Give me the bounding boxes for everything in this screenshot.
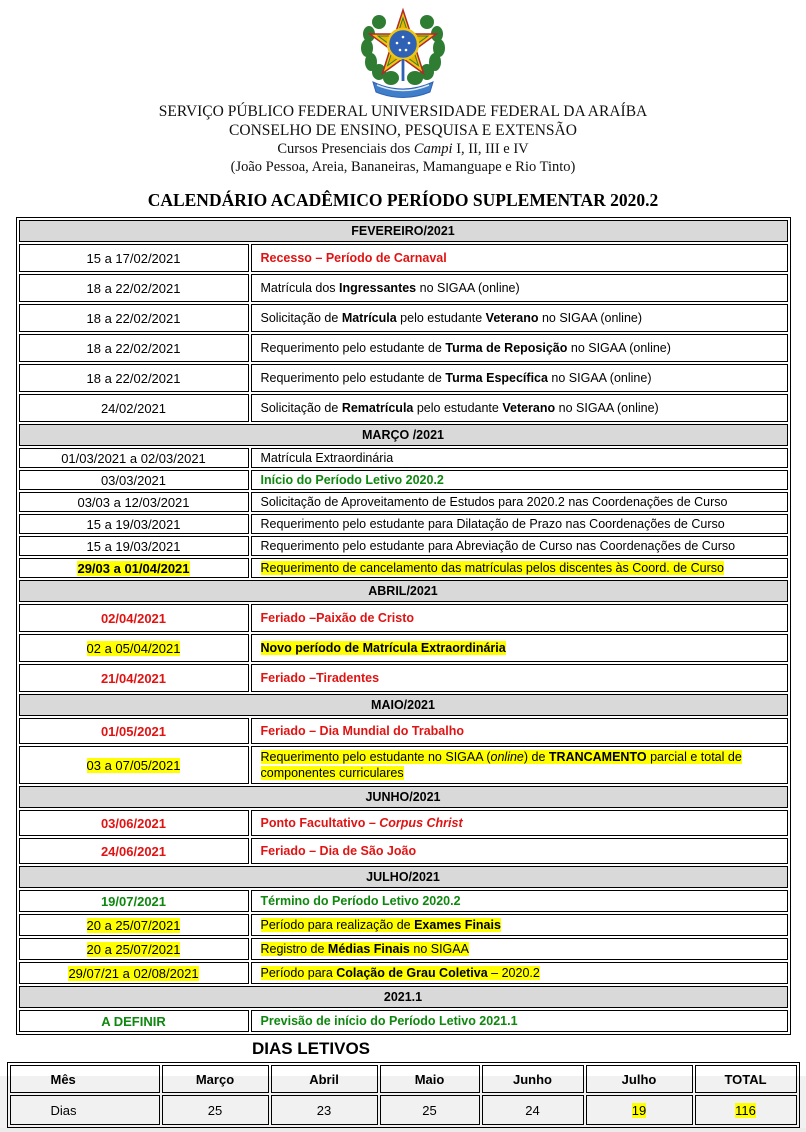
event-date: 29/07/21 a 02/08/2021 (68, 965, 199, 981)
event-date: 15 a 17/02/2021 (86, 250, 181, 266)
event-date: 15 a 19/03/2021 (86, 538, 181, 554)
text-segment: Matrícula Extraordinária (260, 451, 394, 465)
event-description (261, 281, 520, 295)
event-description-cell (251, 470, 788, 490)
text-segment: Matrícula dos (260, 281, 340, 295)
text-segment: Solicitação de (260, 311, 342, 325)
month-section-row (19, 580, 788, 602)
month-column-header: Maio (380, 1065, 480, 1093)
event-description-cell (251, 244, 788, 272)
month-section-row (19, 220, 788, 242)
event-description (261, 495, 728, 509)
document-header (0, 0, 806, 176)
event-date: 18 a 22/02/2021 (86, 310, 181, 326)
days-count-cell (380, 1095, 480, 1125)
event-date-cell (19, 334, 249, 362)
text-segment: Requerimento pelo estudante de (260, 341, 446, 355)
event-description-cell (251, 558, 788, 578)
text-segment: no SIGAA (online) (567, 341, 671, 355)
event-description (261, 641, 506, 655)
event-description-cell (251, 718, 788, 744)
event-row (19, 718, 788, 744)
text-segment: Médias Finais (327, 942, 410, 956)
event-description (261, 611, 415, 625)
event-date: 01/03/2021 a 02/03/2021 (61, 450, 206, 466)
event-date-cell (19, 514, 249, 534)
event-row (19, 514, 788, 534)
event-row (19, 492, 788, 512)
event-date-cell (19, 448, 249, 468)
event-description-cell (251, 304, 788, 332)
event-date-cell (19, 364, 249, 392)
text-segment: Corpus Christ (379, 816, 463, 830)
text-segment: Solicitação de Aproveitamento de Estudos para 2020.2 nas Coordenações de Curso (260, 495, 728, 509)
event-row (19, 914, 788, 936)
event-description (261, 816, 463, 830)
event-date-cell (19, 492, 249, 512)
event-date: 24/06/2021 (100, 843, 167, 859)
event-description (261, 918, 501, 932)
month-section-row (19, 786, 788, 808)
month-section-label: ABRIL/2021 (19, 580, 788, 602)
event-row (19, 962, 788, 984)
event-date: 18 a 22/02/2021 (86, 280, 181, 296)
event-description-cell (251, 274, 788, 302)
event-date-cell (19, 1010, 249, 1032)
org-name-line2: CONSELHO DE ENSINO, PESQUISA E EXTENSÃO (229, 122, 577, 139)
event-description (261, 561, 724, 575)
event-description-cell (251, 914, 788, 936)
event-description (261, 371, 652, 385)
event-row (19, 558, 788, 578)
event-date-cell (19, 274, 249, 302)
event-row (19, 634, 788, 662)
school-days-header-row (10, 1065, 797, 1093)
event-date: 18 a 22/02/2021 (86, 370, 181, 386)
event-row (19, 838, 788, 864)
month-label-header: Mês (10, 1065, 160, 1093)
text-segment: Requerimento de cancelamento das matrículas pelos discentes às Coord. de Curso (260, 561, 724, 575)
event-date: 21/04/2021 (100, 670, 167, 686)
text-segment: Novo período de Matrícula Extraordinária (260, 641, 506, 655)
month-section-label: 2021.1 (19, 986, 788, 1008)
event-date: 20 a 25/07/2021 (86, 941, 181, 957)
text-segment: Veterano (485, 311, 539, 325)
days-count-cell (695, 1095, 797, 1125)
event-row (19, 304, 788, 332)
academic-calendar-table (16, 217, 791, 1035)
month-section-row (19, 866, 788, 888)
month-section-label: MARÇO /2021 (19, 424, 788, 446)
text-segment: Término do Período Letivo 2020.2 (260, 894, 461, 908)
event-date: 29/03 a 01/04/2021 (77, 560, 190, 576)
event-date-cell (19, 838, 249, 864)
month-column-header: Março (162, 1065, 269, 1093)
event-description-cell (251, 604, 788, 632)
event-date-cell (19, 938, 249, 960)
text-segment: Colação de Grau Coletiva (336, 966, 488, 980)
event-description-cell (251, 962, 788, 984)
text-segment: Recesso – Período de Carnaval (260, 251, 447, 265)
event-date-cell (19, 914, 249, 936)
event-description (261, 671, 380, 685)
event-row (19, 244, 788, 272)
event-date-cell (19, 718, 249, 744)
text-segment: parcial e total de componentes curriculares (260, 750, 742, 780)
event-description (261, 894, 461, 908)
event-description (261, 1014, 518, 1028)
event-date-cell (19, 746, 249, 784)
days-count-cell (586, 1095, 693, 1125)
event-date: 03/06/2021 (100, 815, 167, 831)
event-description-cell (251, 890, 788, 912)
event-description (261, 401, 659, 415)
text-segment: Campi (413, 141, 453, 157)
text-segment: Período para realização de (260, 918, 415, 932)
days-count: 116 (735, 1102, 756, 1118)
month-section-row (19, 986, 788, 1008)
event-description-cell (251, 838, 788, 864)
text-segment: Registro de (260, 942, 328, 956)
org-campuses-line: (João Pessoa, Areia, Bananeiras, Mamanguape e Rio Tinto) (230, 159, 576, 175)
event-date: 24/02/2021 (100, 400, 167, 416)
text-segment: Requerimento pelo estudante para Dilatação de Prazo nas Coordenações de Curso (260, 517, 725, 531)
event-description-cell (251, 746, 788, 784)
event-description (261, 750, 742, 780)
month-section-row (19, 694, 788, 716)
event-description-cell (251, 536, 788, 556)
event-date: 03/03 a 12/03/2021 (77, 494, 190, 510)
month-column-header: Abril (271, 1065, 378, 1093)
calendar-title: CALENDÁRIO ACADÊMICO PERÍODO SUPLEMENTAR 2020.2 (147, 190, 659, 210)
text-segment: Feriado –Tiradentes (260, 671, 380, 685)
school-days-title: DIAS LETIVOS (251, 1039, 371, 1058)
text-segment: Início do Período Letivo 2020.2 (260, 473, 444, 487)
text-segment: pelo estudante (396, 311, 486, 325)
event-date-cell (19, 304, 249, 332)
text-segment: TRANCAMENTO (548, 750, 647, 764)
text-segment: Feriado – Dia de São João (260, 844, 417, 858)
event-description (261, 844, 417, 858)
event-description-cell (251, 810, 788, 836)
event-description (261, 311, 643, 325)
event-description (261, 966, 540, 980)
days-count: 24 (525, 1102, 540, 1118)
school-days-table (7, 1062, 800, 1128)
org-name-line1: SERVIÇO PÚBLICO FEDERAL UNIVERSIDADE FEDERAL DA ARAÍBA (158, 103, 648, 120)
days-label-cell: Dias (10, 1095, 160, 1125)
event-description-cell (251, 394, 788, 422)
text-segment: no SIGAA (online) (547, 371, 652, 385)
days-count-cell (482, 1095, 584, 1125)
text-segment: Requerimento pelo estudante de (260, 371, 446, 385)
month-section-label: JULHO/2021 (19, 866, 788, 888)
org-courses-line (0, 140, 806, 158)
event-description-cell (251, 634, 788, 662)
text-segment: Cursos Presenciais dos (277, 141, 414, 157)
event-date: 15 a 19/03/2021 (86, 516, 181, 532)
days-count-cell (271, 1095, 378, 1125)
text-segment: Matrícula (341, 311, 397, 325)
event-date-cell (19, 810, 249, 836)
event-row (19, 938, 788, 960)
text-segment: ) de (523, 750, 549, 764)
event-date: 02/04/2021 (100, 610, 167, 626)
text-segment: no SIGAA (409, 942, 469, 956)
event-row (19, 1010, 788, 1032)
event-date-cell (19, 962, 249, 984)
event-description-cell (251, 364, 788, 392)
event-description (261, 517, 725, 531)
text-segment: pelo estudante (413, 401, 503, 415)
month-section-label: JUNHO/2021 (19, 786, 788, 808)
event-row (19, 394, 788, 422)
event-description (261, 942, 469, 956)
event-description (261, 724, 465, 738)
event-row (19, 470, 788, 490)
text-segment: no SIGAA (online) (416, 281, 520, 295)
event-description (261, 473, 444, 487)
event-date: 18 a 22/02/2021 (86, 340, 181, 356)
text-segment: Requerimento pelo estudante no SIGAA ( (260, 750, 491, 764)
event-description-cell (251, 334, 788, 362)
event-row (19, 810, 788, 836)
event-row (19, 364, 788, 392)
event-row (19, 536, 788, 556)
event-date-cell (19, 536, 249, 556)
month-section-row (19, 424, 788, 446)
event-date-cell (19, 394, 249, 422)
event-description-cell (251, 664, 788, 692)
event-date-cell (19, 604, 249, 632)
month-section-label: FEVEREIRO/2021 (19, 220, 788, 242)
event-date: 01/05/2021 (100, 723, 167, 739)
event-date-cell (19, 664, 249, 692)
event-row (19, 448, 788, 468)
text-segment: Requerimento pelo estudante para Abreviação de Curso nas Coordenações de Curso (260, 539, 736, 553)
text-segment: – 2020.2 (487, 966, 540, 980)
event-date-cell (19, 634, 249, 662)
text-segment: Solicitação de (260, 401, 342, 415)
event-date: A DEFINIR (101, 1013, 166, 1029)
event-description (261, 451, 394, 465)
event-date: 03 a 07/05/2021 (86, 757, 181, 773)
event-date-cell (19, 558, 249, 578)
event-description (261, 539, 736, 553)
text-segment: no SIGAA (online) (538, 311, 643, 325)
text-segment: Exames Finais (414, 918, 501, 932)
event-row (19, 334, 788, 362)
days-count: 23 (316, 1102, 332, 1118)
month-column-header: Julho (586, 1065, 693, 1093)
brazil-coat-of-arms-icon (353, 6, 453, 102)
month-column-header: Junho (482, 1065, 584, 1093)
text-segment: online (490, 750, 524, 764)
event-date: 19/07/2021 (100, 893, 167, 909)
event-date-cell (19, 470, 249, 490)
event-description-cell (251, 492, 788, 512)
event-row (19, 274, 788, 302)
event-date-cell (19, 244, 249, 272)
text-segment: no SIGAA (online) (555, 401, 659, 415)
school-days-data-row (10, 1095, 797, 1125)
event-description-cell (251, 938, 788, 960)
page-edge (0, 1128, 806, 1132)
text-segment: Turma de Reposição (445, 341, 568, 355)
month-column-header: TOTAL (695, 1065, 797, 1093)
event-row (19, 746, 788, 784)
event-description-cell (251, 448, 788, 468)
text-segment: I, II, III e IV (452, 141, 529, 157)
event-row (19, 890, 788, 912)
event-date: 02 a 05/04/2021 (86, 640, 181, 656)
days-count: 19 (631, 1102, 647, 1118)
event-description-cell (251, 514, 788, 534)
text-segment: Veterano (502, 401, 556, 415)
event-description (261, 341, 671, 355)
event-date: 03/03/2021 (100, 472, 167, 488)
event-row (19, 664, 788, 692)
days-count: 25 (422, 1102, 437, 1118)
event-description-cell (251, 1010, 788, 1032)
text-segment: Turma Específica (445, 371, 548, 385)
text-segment: Ponto Facultativo – (260, 816, 380, 830)
days-count-cell (162, 1095, 269, 1125)
text-segment: Período para (260, 966, 337, 980)
month-section-label: MAIO/2021 (19, 694, 788, 716)
text-segment: Previsão de início do Período Letivo 2021.1 (260, 1014, 518, 1028)
text-segment: Feriado –Paixão de Cristo (260, 611, 415, 625)
days-count: 25 (207, 1102, 223, 1118)
text-segment: Rematrícula (341, 401, 414, 415)
event-description (261, 251, 447, 265)
event-date-cell (19, 890, 249, 912)
text-segment: Feriado – Dia Mundial do Trabalho (260, 724, 464, 738)
event-row (19, 604, 788, 632)
text-segment: Ingressantes (339, 281, 417, 295)
event-date: 20 a 25/07/2021 (86, 917, 181, 933)
